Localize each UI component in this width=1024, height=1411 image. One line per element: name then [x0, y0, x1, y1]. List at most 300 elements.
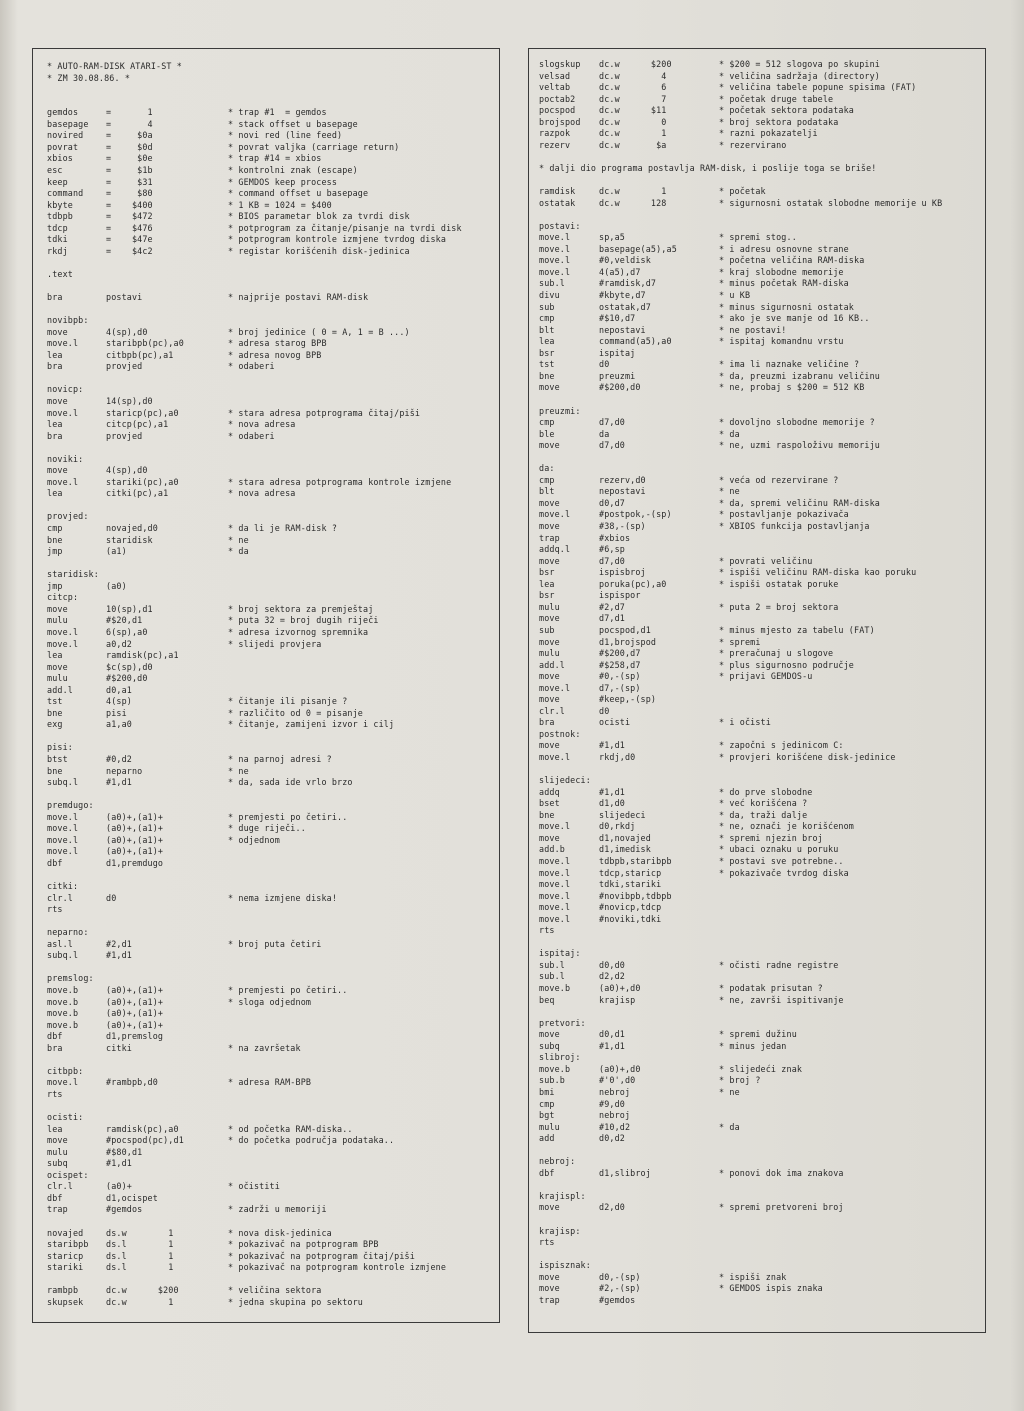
- code-line: [33, 766, 499, 778]
- code-label-or-opcode: slibroj:: [539, 1052, 581, 1063]
- code-operand: (a0)+: [106, 1181, 132, 1192]
- code-operand: #6,sp: [599, 544, 625, 555]
- code-label-or-opcode: move.l: [47, 626, 79, 637]
- code-label-or-opcode: move: [539, 832, 560, 843]
- code-line: [529, 255, 985, 267]
- code-label-or-opcode: bne: [47, 707, 63, 718]
- code-line: [529, 1156, 985, 1168]
- code-line: [529, 94, 985, 106]
- code-operand: #9,d0: [599, 1098, 625, 1109]
- code-operand: d0,a1: [106, 684, 132, 695]
- code-line: [33, 823, 499, 835]
- code-operand: d0,rkdj: [599, 821, 636, 832]
- code-operand: d1,premdugo: [106, 857, 164, 868]
- code-line: [33, 777, 499, 789]
- code-label-or-opcode: move.l: [47, 476, 79, 487]
- code-label-or-opcode: rts: [539, 1237, 555, 1248]
- code-line: [529, 787, 985, 799]
- code-line: [529, 232, 985, 244]
- code-comment: * kontrolni znak (escape): [228, 164, 358, 175]
- code-line: [33, 1158, 499, 1170]
- code-operand: preuzmi: [599, 370, 636, 381]
- code-label-or-opcode: exg: [47, 719, 63, 730]
- code-label-or-opcode: beq: [539, 994, 555, 1005]
- code-line: [33, 1077, 499, 1089]
- code-comment: * plus sigurnosno područje: [719, 659, 854, 670]
- code-label-or-opcode: move: [47, 603, 68, 614]
- code-line: [33, 731, 499, 743]
- code-label-or-opcode: move.l: [47, 834, 79, 845]
- code-operand: = $0e: [106, 153, 153, 164]
- code-label-or-opcode: dbf: [47, 857, 63, 868]
- code-label-or-opcode: lea: [47, 650, 63, 661]
- code-comment: * ne: [228, 765, 249, 776]
- code-comment: * $200 = 512 slogova po skupini: [719, 59, 880, 69]
- code-label-or-opcode: ispisznak:: [539, 1260, 591, 1271]
- code-label-or-opcode: lea: [47, 419, 63, 430]
- code-label-or-opcode: addq.l: [539, 544, 571, 555]
- code-operand: (a0)+,(a1)+: [106, 846, 164, 857]
- code-label-or-opcode: move.l: [539, 752, 571, 762]
- code-operand: d1,slibroj: [599, 1167, 651, 1178]
- code-operand: citbpb(pc),a1: [106, 349, 174, 360]
- code-operand: ds.l 1: [106, 1239, 174, 1250]
- code-comment: * podatak prisutan ?: [719, 983, 823, 993]
- code-operand: d2,d0: [599, 1202, 625, 1213]
- code-operand: #$10,d7: [599, 313, 636, 324]
- code-operand: d1,d0: [599, 798, 625, 809]
- code-comment: * postavi sve potrebne..: [719, 855, 844, 866]
- code-label-or-opcode: move.l: [539, 913, 571, 924]
- code-operand: #'0',d0: [599, 1075, 636, 1086]
- code-line: [33, 442, 499, 454]
- code-operand: d0,d2: [599, 1133, 625, 1144]
- code-line: [529, 186, 985, 198]
- code-comment: * ne postavi!: [719, 324, 787, 335]
- code-line: [33, 177, 499, 189]
- code-label-or-opcode: tdbpb: [47, 211, 73, 222]
- code-label-or-opcode: bne: [47, 765, 63, 776]
- code-comment: * veličina tabele popune spisima (FAT): [719, 82, 917, 93]
- code-operand: d1,imedisk: [599, 844, 651, 855]
- code-operand: dc.w $200: [599, 59, 672, 69]
- code-operand: = $0a: [106, 130, 153, 141]
- code-operand: ostatak,d7: [599, 301, 651, 312]
- code-line: [529, 1202, 985, 1214]
- code-label-or-opcode: move.l: [539, 682, 571, 693]
- code-label-or-opcode: velsad: [539, 70, 571, 81]
- code-line: [33, 84, 499, 96]
- code-line: [33, 1204, 499, 1216]
- code-comment: * spremi stog..: [719, 232, 797, 243]
- code-line: [33, 234, 499, 246]
- code-line: [33, 1239, 499, 1251]
- code-comment: * od početka RAM-diska..: [228, 1123, 353, 1134]
- code-line: [529, 925, 985, 937]
- code-comment: * broj sektora za premještaj: [228, 603, 374, 614]
- code-line: [33, 280, 499, 292]
- code-comment: * ne: [719, 486, 740, 497]
- code-label-or-opcode: novired: [47, 130, 84, 141]
- code-operand: da: [599, 428, 610, 439]
- code-label-or-opcode: move.l: [47, 638, 79, 649]
- code-comment: * provjeri korišćene disk-jedinice: [719, 752, 896, 762]
- code-line: [529, 821, 985, 833]
- code-line: [33, 1285, 499, 1297]
- code-line: [33, 893, 499, 905]
- left-code-column: [32, 48, 500, 1323]
- code-label-or-opcode: dbf: [47, 1192, 63, 1203]
- code-label-or-opcode: stariki: [47, 1262, 84, 1273]
- code-label-or-opcode: mulu: [47, 673, 68, 684]
- code-label-or-opcode: cmp: [539, 1098, 555, 1109]
- code-line: [33, 719, 499, 731]
- code-label-or-opcode: add: [539, 1133, 555, 1144]
- code-operand: (a0)+,(a1)+: [106, 823, 164, 834]
- code-operand: dc.w $11: [599, 105, 667, 116]
- code-comment: * ubaci oznaku u poruku: [719, 844, 839, 855]
- code-label-or-opcode: move: [539, 521, 560, 531]
- code-comment: * čitanje, zamijeni izvor i cilj: [228, 719, 395, 730]
- code-line: [529, 983, 985, 995]
- code-label-or-opcode: rts: [47, 1088, 63, 1099]
- code-operand: basepage(a5),a5: [599, 243, 677, 254]
- code-label-or-opcode: move.l: [539, 509, 571, 520]
- code-line: [33, 61, 499, 73]
- code-line: [33, 327, 499, 339]
- code-label-or-opcode: move: [539, 497, 560, 508]
- code-label-or-opcode: citcp:: [47, 592, 79, 603]
- code-line: [33, 1054, 499, 1066]
- code-operand: d0,-(sp): [599, 1271, 641, 1282]
- code-line: [529, 221, 985, 233]
- code-line: [529, 1249, 985, 1261]
- code-comment: * povrati veličinu: [719, 555, 813, 566]
- code-line: [33, 477, 499, 489]
- code-comment: * razni pokazatelji: [719, 128, 818, 139]
- code-line: [33, 431, 499, 443]
- code-line: [529, 752, 985, 764]
- code-comment: * da, preuzmi izabranu veličinu: [719, 370, 880, 381]
- code-label-or-opcode: blt: [539, 486, 555, 497]
- code-comment: * odaberi: [228, 430, 275, 441]
- code-comment: * već korišćena ?: [719, 798, 808, 809]
- code-line: [529, 637, 985, 649]
- code-operand: tdcp,staricp: [599, 867, 662, 878]
- code-line: [529, 868, 985, 880]
- code-label-or-opcode: bset: [539, 798, 560, 809]
- code-label-or-opcode: bne: [47, 534, 63, 545]
- code-label-or-opcode: novajed: [47, 1227, 84, 1238]
- code-operand: ispisbroj: [599, 567, 646, 578]
- code-line: [529, 1052, 985, 1064]
- code-line: [33, 615, 499, 627]
- code-operand: = $1b: [106, 164, 153, 175]
- code-operand: d0: [599, 359, 610, 370]
- code-operand: nepostavi: [599, 486, 646, 497]
- code-line: [33, 96, 499, 108]
- code-label-or-opcode: sub.l: [539, 959, 565, 970]
- code-comment: * preračunaj u slogove: [719, 648, 834, 659]
- code-label-or-opcode: bsr: [539, 347, 555, 358]
- code-operand: (a0)+,(a1)+: [106, 1008, 164, 1019]
- code-label-or-opcode: staricp: [47, 1250, 84, 1261]
- code-operand: dc.w $a: [599, 139, 667, 150]
- code-label-or-opcode: veltab: [539, 82, 571, 93]
- code-operand: #keep,-(sp): [599, 694, 657, 705]
- code-line: [33, 488, 499, 500]
- code-label-or-opcode: provjed:: [47, 511, 89, 522]
- code-label-or-opcode: bmi: [539, 1086, 555, 1097]
- code-label-or-opcode: move.l: [47, 407, 79, 418]
- code-operand: = 1: [106, 107, 153, 118]
- code-line: [529, 1075, 985, 1087]
- code-comment: * spremi njezin broj: [719, 832, 823, 843]
- code-label-or-opcode: lea: [539, 336, 555, 347]
- code-line: [33, 569, 499, 581]
- code-operand: #0,veldisk: [599, 255, 651, 266]
- code-operand: 4(sp),d0: [106, 326, 148, 337]
- code-label-or-opcode: move.l: [539, 902, 571, 913]
- code-label-or-opcode: sub: [539, 301, 555, 312]
- code-line: [33, 292, 499, 304]
- code-comment: * GEMDOS ispis znaka: [719, 1283, 823, 1294]
- code-line: [529, 1214, 985, 1226]
- code-line: [529, 1191, 985, 1203]
- code-operand: nebroj: [599, 1086, 631, 1097]
- code-line: [529, 452, 985, 464]
- code-label-or-opcode: staridisk:: [47, 569, 99, 580]
- code-comment: * ne: [719, 1086, 740, 1097]
- code-operand: d7,d0: [599, 555, 625, 566]
- code-label-or-opcode: trap: [539, 532, 560, 543]
- code-label-or-opcode: trap: [47, 1204, 68, 1215]
- code-comment: * adresa RAM-BPB: [228, 1077, 312, 1088]
- code-line: [33, 107, 499, 119]
- code-comment: * početak druge tabele: [719, 93, 834, 104]
- code-comment: * odaberi: [228, 361, 275, 372]
- code-label-or-opcode: premdugo:: [47, 800, 94, 811]
- code-comment: * ne, završi ispitivanje: [719, 994, 844, 1005]
- code-line: [33, 973, 499, 985]
- code-line: [33, 142, 499, 154]
- code-comment: * kraj slobodne memorije: [719, 266, 844, 277]
- code-comment: * pokazivač na potprogram kontrole izmjene: [228, 1262, 447, 1273]
- code-label-or-opcode: citki:: [47, 881, 79, 892]
- code-label-or-opcode: move: [47, 465, 68, 476]
- code-line: [529, 729, 985, 741]
- code-label-or-opcode: move.b: [539, 983, 571, 993]
- code-comment: * duge riječi..: [228, 823, 306, 834]
- code-comment: * ako je sve manje od 16 KB..: [719, 313, 870, 324]
- code-label-or-opcode: mulu: [539, 1121, 560, 1132]
- code-line: [33, 870, 499, 882]
- code-operand: #$20,d1: [106, 615, 143, 626]
- code-line: [33, 939, 499, 951]
- code-line: [529, 602, 985, 614]
- code-comment: * minus početak RAM-diska: [719, 278, 849, 289]
- code-comment: * ne, uzmi raspoloživu memoriju: [719, 440, 880, 451]
- code-line: [529, 879, 985, 891]
- code-operand: #10,d2: [599, 1121, 631, 1132]
- code-line: [529, 359, 985, 371]
- code-label-or-opcode: dbf: [539, 1167, 555, 1178]
- code-label-or-opcode: ble: [539, 428, 555, 439]
- code-comment: * premjesti po četiri..: [228, 811, 348, 822]
- code-line: [529, 406, 985, 418]
- code-label-or-opcode: da:: [539, 463, 555, 474]
- code-line: [33, 1147, 499, 1159]
- code-line: [33, 950, 499, 962]
- code-label-or-opcode: jmp: [47, 580, 63, 591]
- code-label-or-opcode: ocisti:: [47, 1112, 84, 1123]
- code-line: [529, 995, 985, 1007]
- code-line: [529, 1122, 985, 1134]
- code-operand: rkdj,d0: [599, 752, 636, 762]
- code-line: [33, 962, 499, 974]
- code-operand: ds.l 1: [106, 1262, 174, 1273]
- code-line: [529, 556, 985, 568]
- code-label-or-opcode: lea: [47, 349, 63, 360]
- code-label-or-opcode: sub.l: [539, 971, 565, 982]
- code-line: [33, 685, 499, 697]
- code-line: [33, 396, 499, 408]
- code-label-or-opcode: move: [539, 636, 560, 647]
- code-operand: d0,d7: [599, 497, 625, 508]
- code-operand: a0,d2: [106, 638, 132, 649]
- code-comment: * trap #14 = xbios: [228, 153, 322, 164]
- code-comment: * pokazivač na potprogram čitaj/piši: [228, 1250, 415, 1261]
- code-label-or-opcode: pisi:: [47, 742, 73, 753]
- code-comment: * minus jedan: [719, 1040, 787, 1051]
- code-label-or-opcode: nebroj:: [539, 1156, 576, 1167]
- code-operand: #$200,d0: [599, 382, 641, 393]
- code-line: [529, 128, 985, 140]
- code-label-or-opcode: basepage: [47, 118, 89, 129]
- code-line: [33, 419, 499, 431]
- code-operand: d0,d1: [599, 1029, 625, 1040]
- code-operand: #$80,d1: [106, 1146, 143, 1157]
- code-operand: = $80: [106, 188, 153, 199]
- code-comment: * slijedi provjera: [228, 638, 322, 649]
- code-line: [33, 673, 499, 685]
- code-operand: stariki(pc),a0: [106, 476, 179, 487]
- code-line: [33, 1112, 499, 1124]
- code-line: [529, 971, 985, 983]
- code-comment: * i adresu osnovne strane: [719, 243, 849, 254]
- code-line: [529, 948, 985, 960]
- code-line: [33, 662, 499, 674]
- code-comment: * da, traži dalje: [719, 809, 808, 820]
- code-line: [529, 1018, 985, 1030]
- code-operand: command(a5),a0: [599, 336, 672, 347]
- code-label-or-opcode: lea: [47, 1123, 63, 1134]
- code-label-or-opcode: sub.b: [539, 1075, 565, 1086]
- code-operand: 4(sp),d0: [106, 465, 148, 476]
- code-line: [33, 604, 499, 616]
- code-label-or-opcode: move: [47, 661, 68, 672]
- code-line: [33, 1124, 499, 1136]
- code-comment: * adresa novog BPB: [228, 349, 322, 360]
- code-line: [529, 1295, 985, 1307]
- code-comment: * da li je RAM-disk ?: [228, 523, 338, 533]
- code-line: [33, 581, 499, 593]
- code-line: [33, 73, 499, 85]
- code-comment: * adresa izvornog spremnika: [228, 626, 369, 637]
- code-line: [529, 1133, 985, 1145]
- code-line: [529, 117, 985, 129]
- code-operand: pocspod,d1: [599, 624, 651, 635]
- code-operand: ramdisk(pc),a1: [106, 650, 179, 661]
- code-operand: dc.w 4: [599, 70, 667, 81]
- code-label-or-opcode: mulu: [47, 1146, 68, 1157]
- code-line: [33, 257, 499, 269]
- code-label-or-opcode: move.l: [539, 821, 571, 832]
- code-line: [529, 82, 985, 94]
- code-comment: * registar korišćenih disk-jedinica: [228, 245, 410, 256]
- code-operand: (a1): [106, 546, 127, 557]
- code-operand: citki: [106, 1042, 132, 1053]
- code-comment: * zadrži u memoriji: [228, 1204, 327, 1215]
- code-comment: * puta 2 = broj sektora: [719, 601, 839, 612]
- code-label-or-opcode: add.l: [47, 684, 73, 695]
- code-operand: #novibpb,tdbpb: [599, 890, 672, 901]
- code-line: [33, 835, 499, 847]
- code-label-or-opcode: subq: [47, 1158, 68, 1169]
- code-operand: = 4: [106, 118, 153, 129]
- code-label-or-opcode: move: [539, 671, 560, 682]
- code-operand: #novicp,tdcp: [599, 902, 662, 913]
- code-label-or-opcode: ispitaj:: [539, 948, 581, 959]
- code-operand: ispispor: [599, 590, 641, 601]
- code-comment: * command offset u basepage: [228, 188, 369, 199]
- code-label-or-opcode: bne: [539, 370, 555, 381]
- code-line: [33, 639, 499, 651]
- code-operand: citcp(pc),a1: [106, 419, 169, 430]
- code-line: [33, 927, 499, 939]
- code-line: [33, 985, 499, 997]
- code-label-or-opcode: citbpb:: [47, 1065, 84, 1076]
- code-line: [33, 1031, 499, 1043]
- code-label-or-opcode: move: [539, 1202, 560, 1213]
- code-comment: * adresa starog BPB: [228, 338, 327, 349]
- code-line: [529, 844, 985, 856]
- code-comment: * veličina sadržaja (directory): [719, 70, 880, 81]
- code-line: [529, 105, 985, 117]
- code-comment: * broj puta četiri: [228, 938, 322, 949]
- code-comment: * da: [719, 1121, 740, 1132]
- code-line: [33, 269, 499, 281]
- code-line: [529, 798, 985, 810]
- left-code-listing: [33, 49, 499, 1322]
- code-line: [529, 683, 985, 695]
- code-operand: (a0): [106, 580, 127, 591]
- code-line: [33, 246, 499, 258]
- code-line: [529, 267, 985, 279]
- code-operand: d7,d0: [599, 417, 625, 428]
- code-label-or-opcode: dbf: [47, 1031, 63, 1042]
- code-line: [529, 579, 985, 591]
- code-label-or-opcode: * AUTO-RAM-DISK ATARI-ST *: [47, 61, 182, 71]
- code-line: [33, 535, 499, 547]
- code-line: [529, 1099, 985, 1111]
- code-comment: * povrat valjka (carriage return): [228, 141, 400, 152]
- code-label-or-opcode: ramdisk: [539, 186, 576, 197]
- code-label-or-opcode: move: [539, 382, 560, 393]
- code-line: [529, 1237, 985, 1249]
- code-comment: * pokazivače tvrdog diska: [719, 867, 849, 878]
- code-operand: #2,-(sp): [599, 1283, 641, 1294]
